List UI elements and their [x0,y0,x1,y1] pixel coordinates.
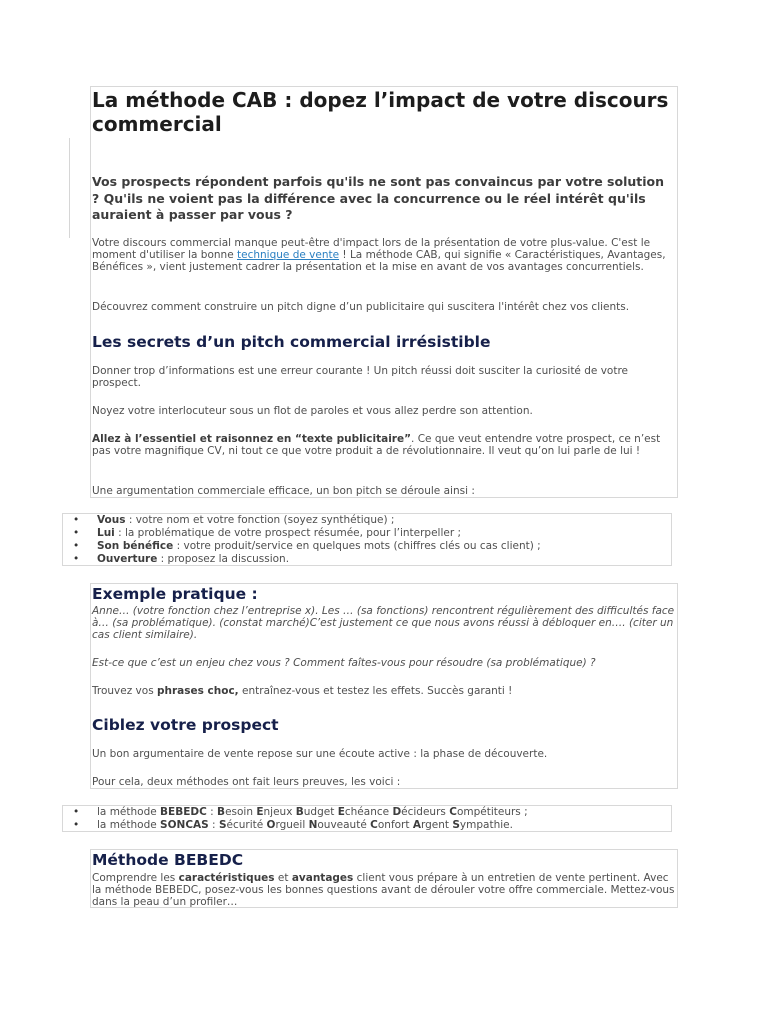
list-item: • Vous : votre nom et votre fonction (soyez synthétique) ; [73,514,395,526]
secrets-paragraph-2: Noyez votre interlocuteur sous un flot de paroles et vous allez perdre son attention. [92,405,533,417]
margin-rule [69,138,70,238]
bebedc-paragraph: Comprendre les caractéristiques et avantages client vous prépare à un entretien de vente pertinent. Avec la méthode BEBEDC, posez-vous les bonnes questions avant de dérouler votre offre commerciale. Mettez-vous dans la peau d’un profiler… [92,872,675,908]
example-italic-2: Est-ce que c’est un enjeu chez vous ? Comment faîtes-vous pour résoudre (sa problématique) ? [92,657,596,669]
article-section-bebedc [90,849,678,908]
example-heading: Exemple pratique : [92,585,258,603]
list-item-soncas: • la méthode SONCAS : Sécurité Orgueil Nouveauté Confort Argent Sympathie. [73,819,513,831]
example-italic-1: Anne… (votre fonction chez l’entreprise x). Les … (sa fonctions) rencontrent régulièrement des difficultés face à… (sa problématique). (constat marché)C’est justement ce que nous avons réussi à débloquer en…. (citer un cas client similaire). [92,605,675,641]
intro-discover-paragraph: Découvrez comment construire un pitch digne d’un publicitaire qui suscitera l'intérêt chez vos clients. [92,301,630,313]
target-heading: Ciblez votre prospect [92,716,279,734]
intro-paragraph: Votre discours commercial manque peut-être d'impact lors de la présentation de votre plus-value. C'est le moment d'utiliser la bonne technique de vente ! La méthode CAB, qui signifie « Caractéristiques, Avantages, Bénéfices », vient justement cadrer la présentation et la mise en avant de vos avantages concurrentiels. [92,237,666,273]
secrets-heading: Les secrets d’un pitch commercial irrésistible [92,333,491,351]
list-item-bebedc: • la méthode BEBEDC : Besoin Enjeux Budget Echéance Décideurs Compétiteurs ; [73,806,528,818]
list-item: • Ouverture : proposez la discussion. [73,553,290,565]
pitch-steps-list [62,513,672,566]
target-paragraph-1: Un bon argumentaire de vente repose sur une écoute active : la phase de découverte. [92,748,548,760]
secrets-paragraph-1: Donner trop d’informations est une erreur courante ! Un pitch réussi doit susciter la curiosité de votre prospect. [92,365,628,389]
technique-de-vente-link[interactable]: technique de vente [237,249,340,261]
bebedc-heading: Méthode BEBEDC [92,851,244,869]
page-title: La méthode CAB : dopez l’impact de votre discours commercial [92,88,669,136]
secrets-paragraph-4: Une argumentation commerciale efficace, un bon pitch se déroule ainsi : [92,485,475,497]
list-item: • Son bénéfice : votre produit/service en quelques mots (chiffres clés ou cas client) ; [73,540,541,552]
example-paragraph: Trouvez vos phrases choc, entraînez-vous et testez les effets. Succès garanti ! [92,685,513,697]
target-paragraph-2: Pour cela, deux méthodes ont fait leurs preuves, les voici : [92,776,401,788]
article-section-main [90,86,678,498]
methods-list [62,805,672,832]
secrets-paragraph-3: Allez à l’essentiel et raisonnez en “texte publicitaire”. Ce que veut entendre votre prospect, ce n’est pas votre magnifique CV, ni tout ce que votre produit a de révolutionnaire. Il veut qu’on lui parle de lui ! [92,433,661,457]
article-section-example [90,583,678,789]
lead-question: Vos prospects répondent parfois qu'ils ne sont pas convaincus par votre solution ? Qu'ils ne voient pas la différence avec la concurrence ou le réel intérêt qu'ils auraient à passer par vous ? [92,174,665,222]
list-item: • Lui : la problématique de votre prospect résumée, pour l’interpeller ; [73,527,462,539]
